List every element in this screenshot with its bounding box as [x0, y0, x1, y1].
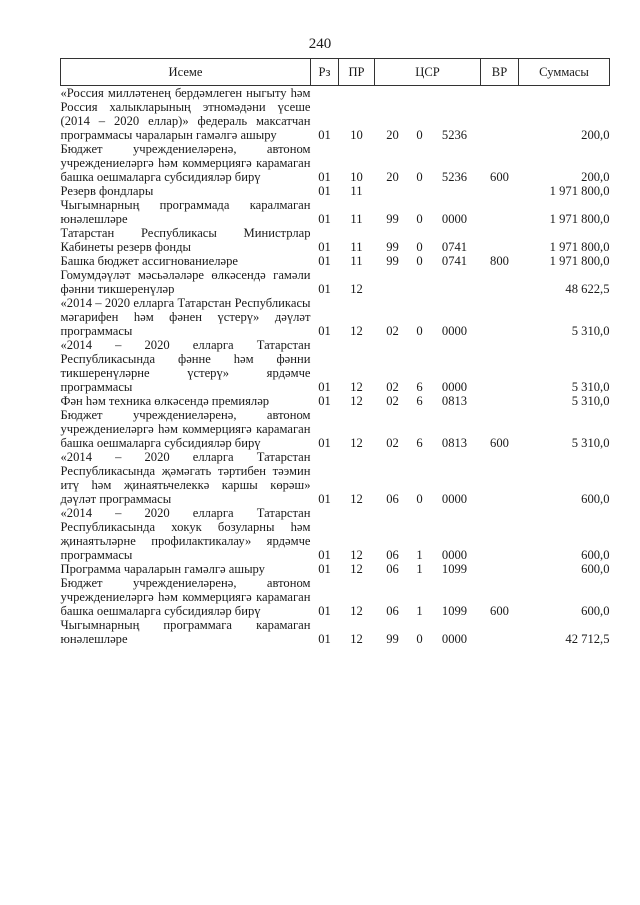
table-row — [61, 562, 610, 576]
row-rz: 01 — [318, 394, 331, 408]
row-pr: 11 — [350, 212, 363, 226]
row-sum: 1 971 800,0 — [549, 254, 610, 268]
row-vr — [481, 338, 519, 394]
header-vr: ВР — [481, 59, 519, 86]
row-pr: 12 — [350, 604, 363, 618]
row-sum: 5 310,0 — [571, 394, 610, 408]
row-vr — [481, 450, 519, 506]
row-vr — [481, 86, 519, 143]
row-vr: 600 — [490, 604, 509, 618]
row-rz: 01 — [318, 324, 331, 338]
table-row — [61, 268, 610, 296]
row-name: «2014 – 2020 елларга Татарстан Республикасында фәнне һәм фәнни тикшеренүләрне үстерү» ярдәмче программасы — [60, 338, 311, 394]
row-csr-subprogram — [411, 184, 429, 198]
row-csr-program: 06 — [386, 492, 399, 506]
row-sum: 200,0 — [581, 170, 610, 184]
row-vr — [481, 296, 519, 338]
row-sum: 200,0 — [581, 128, 610, 142]
row-pr: 12 — [350, 562, 363, 576]
header-name: Исеме — [61, 59, 311, 86]
table-row — [61, 86, 610, 143]
row-pr: 12 — [350, 324, 363, 338]
row-csr-subprogram: 1 — [416, 562, 423, 576]
row-csr-direction — [429, 184, 481, 198]
row-name: «2014 – 2020 елларга Татарстан Республикасында җәмәгать тәртибен тәэмин итү һәм җинаятьчелеккә каршы көрәш» дәүләт программасы — [60, 450, 311, 506]
row-rz: 01 — [318, 184, 331, 198]
row-pr: 12 — [350, 394, 363, 408]
row-csr-program — [375, 268, 411, 296]
row-pr: 12 — [350, 492, 363, 506]
row-name: «Россия милләтенең бердәмлеген ныгыту һәм Россия халыкларының этномәдәни үсеше (2014 – 2020 еллар)» федераль максатчан программасы чараларын гамәлгә ашыру — [60, 86, 311, 142]
row-csr-subprogram: 0 — [416, 324, 423, 338]
row-csr-program — [375, 184, 411, 198]
row-vr — [481, 506, 519, 562]
table-row — [61, 254, 610, 268]
row-pr: 10 — [350, 128, 363, 142]
row-csr-program: 99 — [386, 632, 399, 646]
table-row — [61, 576, 610, 618]
row-csr-program: 06 — [386, 604, 399, 618]
row-csr-direction: 0000 — [441, 632, 468, 646]
row-vr — [481, 562, 519, 576]
row-sum: 42 712,5 — [565, 632, 610, 646]
row-pr: 11 — [350, 254, 363, 268]
row-csr-program: 06 — [386, 548, 399, 562]
row-vr — [481, 226, 519, 254]
row-name: Бюджет учреждениеләренә, автоном учреждениеләргә һәм коммерциягә карамаган башка оешмаларга субсидияләр бирү — [60, 408, 311, 450]
row-name: Башка бюджет ассигнованиеләре — [60, 254, 238, 268]
table-row — [61, 408, 610, 450]
row-name: Чыгымнарның программада каралмаган юнәлешләре — [60, 198, 311, 226]
table-header-row — [61, 59, 610, 86]
table-row — [61, 338, 610, 394]
row-name: Программа чараларын гамәлгә ашыру — [60, 562, 265, 576]
row-csr-program: 02 — [386, 324, 399, 338]
row-csr-program: 02 — [386, 436, 399, 450]
row-csr-direction: 0813 — [441, 394, 468, 408]
row-pr: 12 — [350, 282, 363, 296]
table-row — [61, 506, 610, 562]
table-row — [61, 450, 610, 506]
row-vr — [481, 618, 519, 646]
row-vr — [481, 394, 519, 408]
row-csr-direction: 1099 — [441, 604, 468, 618]
row-vr — [481, 184, 519, 198]
table-row — [61, 226, 610, 254]
table-row — [61, 184, 610, 198]
row-pr: 10 — [350, 170, 363, 184]
row-rz: 01 — [318, 170, 331, 184]
row-sum: 1 971 800,0 — [549, 184, 610, 198]
row-csr-subprogram: 0 — [416, 632, 423, 646]
row-csr-subprogram: 0 — [416, 128, 423, 142]
row-csr-subprogram: 6 — [416, 394, 423, 408]
row-rz: 01 — [318, 212, 331, 226]
row-csr-subprogram: 0 — [416, 492, 423, 506]
row-name: Бюджет учреждениеләренә, автоном учреждениеләргә һәм коммерциягә карамаган башка оешмаларга субсидияләр бирү — [60, 576, 311, 618]
row-name: Фән һәм техника өлкәсендә премияләр — [60, 394, 270, 408]
row-rz: 01 — [318, 562, 331, 576]
row-rz: 01 — [318, 380, 331, 394]
row-vr — [481, 268, 519, 296]
row-rz: 01 — [318, 548, 331, 562]
header-sum: Суммасы — [519, 59, 610, 86]
header-pr: ПР — [339, 59, 375, 86]
row-rz: 01 — [318, 604, 331, 618]
row-name: Чыгымнарның программага карамаган юнәлешләре — [60, 618, 311, 646]
row-sum: 600,0 — [581, 604, 610, 618]
table-row — [61, 142, 610, 184]
row-csr-subprogram: 1 — [416, 604, 423, 618]
page-number: 240 — [308, 36, 332, 52]
row-rz: 01 — [318, 632, 331, 646]
row-csr-program: 02 — [386, 394, 399, 408]
row-csr-subprogram: 6 — [416, 436, 423, 450]
row-csr-direction: 0000 — [441, 548, 468, 562]
row-csr-program: 20 — [386, 170, 399, 184]
row-pr: 11 — [350, 184, 363, 198]
row-csr-program: 99 — [386, 240, 399, 254]
row-vr: 600 — [490, 436, 509, 450]
row-csr-direction: 0741 — [441, 240, 468, 254]
row-pr: 12 — [350, 436, 363, 450]
row-csr-program: 99 — [386, 254, 399, 268]
row-vr — [481, 198, 519, 226]
row-csr-program: 02 — [386, 380, 399, 394]
row-csr-direction: 5236 — [441, 170, 468, 184]
row-pr: 12 — [350, 548, 363, 562]
row-sum: 1 971 800,0 — [549, 212, 610, 226]
row-csr-program: 20 — [386, 128, 399, 142]
row-rz: 01 — [318, 436, 331, 450]
row-csr-subprogram: 0 — [416, 212, 423, 226]
row-sum: 600,0 — [581, 492, 610, 506]
row-csr-direction: 0000 — [441, 492, 468, 506]
row-csr-subprogram: 1 — [416, 548, 423, 562]
row-name: Гомумдәүләт мәсьәләләре өлкәсендә гамәли фәнни тикшеренүләр — [60, 268, 311, 296]
row-name: Резерв фондлары — [60, 184, 154, 198]
header-rz: Рз — [311, 59, 339, 86]
row-rz: 01 — [318, 492, 331, 506]
row-pr: 11 — [350, 240, 363, 254]
row-csr-subprogram — [411, 268, 429, 296]
row-sum: 5 310,0 — [571, 324, 610, 338]
row-csr-direction: 0000 — [441, 212, 468, 226]
row-sum: 600,0 — [581, 548, 610, 562]
row-csr-direction: 5236 — [441, 128, 468, 142]
row-csr-direction: 1099 — [441, 562, 468, 576]
row-pr: 12 — [350, 632, 363, 646]
header-csr: ЦСР — [375, 59, 481, 86]
row-csr-direction — [429, 268, 481, 296]
row-name: «2014 – 2020 елларга Татарстан Республикасында хокук бозуларны һәм җинаятьләрне профилактикалау» ярдәмче программасы — [60, 506, 311, 562]
row-sum: 5 310,0 — [571, 436, 610, 450]
row-rz: 01 — [318, 282, 331, 296]
row-csr-subprogram: 0 — [416, 254, 423, 268]
row-csr-direction: 0000 — [441, 380, 468, 394]
row-vr: 600 — [490, 170, 509, 184]
table-row — [61, 296, 610, 338]
budget-table — [60, 58, 610, 646]
row-csr-subprogram: 0 — [416, 240, 423, 254]
row-csr-subprogram: 6 — [416, 380, 423, 394]
row-sum: 5 310,0 — [571, 380, 610, 394]
row-csr-subprogram: 0 — [416, 170, 423, 184]
row-rz: 01 — [318, 254, 331, 268]
row-csr-direction: 0000 — [441, 324, 468, 338]
row-rz: 01 — [318, 128, 331, 142]
row-csr-program: 06 — [386, 562, 399, 576]
table-row — [61, 198, 610, 226]
row-csr-direction: 0741 — [441, 254, 468, 268]
row-name: Бюджет учреждениеләренә, автоном учреждениеләргә һәм коммерциягә карамаган башка оешмаларга субсидияләр бирү — [60, 142, 311, 184]
row-rz: 01 — [318, 240, 331, 254]
table-row — [61, 394, 610, 408]
row-sum: 48 622,5 — [565, 282, 610, 296]
row-csr-direction: 0813 — [441, 436, 468, 450]
row-sum: 1 971 800,0 — [549, 240, 610, 254]
row-csr-program: 99 — [386, 212, 399, 226]
row-sum: 600,0 — [581, 562, 610, 576]
row-pr: 12 — [350, 380, 363, 394]
row-name: Татарстан Республикасы Министрлар Кабинеты резерв фонды — [60, 226, 311, 254]
table-row — [61, 618, 610, 646]
row-name: «2014 – 2020 елларга Татарстан Республикасы мәгарифен һәм фәнен үстерү» дәүләт программасы — [60, 296, 311, 338]
row-vr: 800 — [490, 254, 509, 268]
